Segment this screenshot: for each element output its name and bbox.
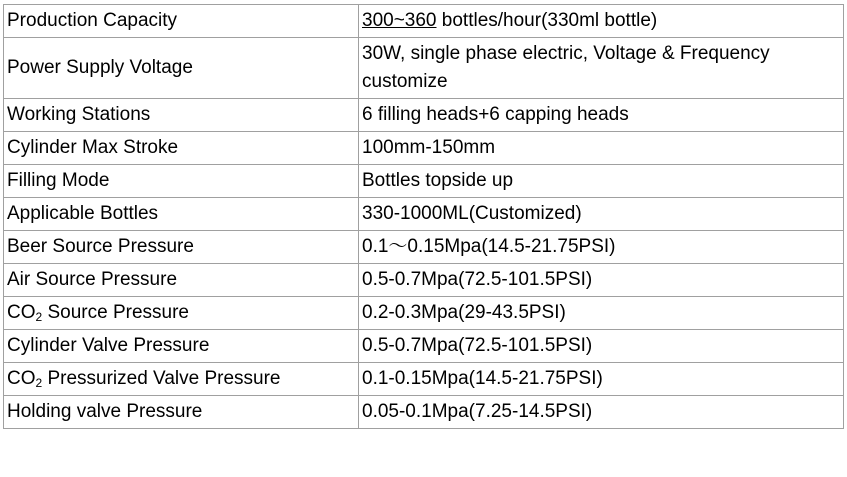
row-value: 6 filling heads+6 capping heads	[359, 99, 844, 132]
capacity-range: 300~360	[362, 10, 437, 31]
table-row	[4, 132, 844, 165]
table-row	[4, 330, 844, 363]
table-row	[4, 38, 844, 99]
row-label: Cylinder Max Stroke	[4, 132, 359, 165]
table-row	[4, 5, 844, 38]
table-row	[4, 99, 844, 132]
table-row	[4, 165, 844, 198]
label-suffix: Pressurized Valve Pressure	[42, 368, 281, 389]
table-row	[4, 231, 844, 264]
row-label: Filling Mode	[4, 165, 359, 198]
row-label: Cylinder Valve Pressure	[4, 330, 359, 363]
row-value	[359, 5, 844, 38]
co2-subscript: 2	[35, 376, 43, 390]
row-value: 0.5-0.7Mpa(72.5-101.5PSI)	[359, 330, 844, 363]
co2-prefix: CO	[7, 302, 36, 323]
row-value: 100mm-150mm	[359, 132, 844, 165]
spec-table	[3, 4, 844, 429]
row-value: 30W, single phase electric, Voltage & Frequency customize	[359, 38, 844, 99]
table-row	[4, 363, 844, 396]
row-label: Production Capacity	[4, 5, 359, 38]
row-label: Applicable Bottles	[4, 198, 359, 231]
label-suffix: Source Pressure	[42, 302, 189, 323]
table-row	[4, 264, 844, 297]
table-row	[4, 396, 844, 429]
row-value: 0.1-0.15Mpa(14.5-21.75PSI)	[359, 363, 844, 396]
row-label	[4, 363, 359, 396]
row-value: 0.1～0.15Mpa(14.5-21.75PSI)	[359, 231, 844, 264]
row-value: Bottles topside up	[359, 165, 844, 198]
row-label: Beer Source Pressure	[4, 231, 359, 264]
co2-prefix: CO	[7, 368, 36, 389]
row-value: 330-1000ML(Customized)	[359, 198, 844, 231]
row-value: 0.05-0.1Mpa(7.25-14.5PSI)	[359, 396, 844, 429]
row-label	[4, 297, 359, 330]
row-label: Holding valve Pressure	[4, 396, 359, 429]
capacity-unit: bottles/hour(330ml bottle)	[436, 10, 658, 31]
row-value: 0.2-0.3Mpa(29-43.5PSI)	[359, 297, 844, 330]
co2-subscript: 2	[35, 310, 43, 324]
row-value: 0.5-0.7Mpa(72.5-101.5PSI)	[359, 264, 844, 297]
table-row	[4, 198, 844, 231]
table-row	[4, 297, 844, 330]
row-label: Working Stations	[4, 99, 359, 132]
row-label: Air Source Pressure	[4, 264, 359, 297]
row-label: Power Supply Voltage	[4, 38, 359, 99]
